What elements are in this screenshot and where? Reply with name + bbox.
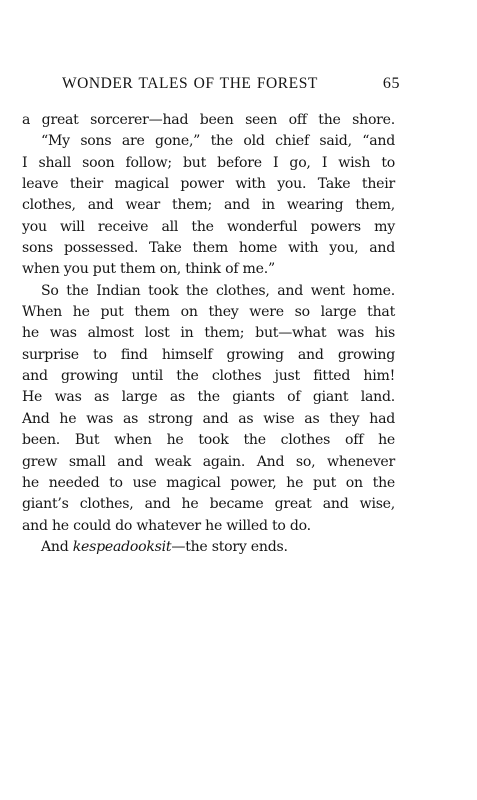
- text-line: grew small and weak again. And so, whenever: [22, 453, 395, 470]
- closing-line-tail: —the story ends.: [171, 538, 288, 555]
- text-line: giant’s clothes, and he became great and wise,: [22, 496, 395, 513]
- text-line: clothes, and wear them; and in wearing them,: [22, 197, 395, 214]
- text-line: and he could do whatever he willed to do.: [22, 517, 311, 534]
- text-line: a great sorcerer—had been seen off the shore.: [22, 112, 395, 128]
- running-head-title: WONDER TALES OF THE FOREST: [62, 75, 318, 92]
- text-line: When he put them on they were so large that: [22, 304, 395, 321]
- text-line: you will receive all the wonderful powers my: [22, 218, 395, 235]
- text-line: And he was as strong and as wise as they had: [22, 410, 395, 427]
- text-line: surprise to find himself growing and growing: [22, 346, 395, 363]
- text-line: He was as large as the giants of giant land.: [22, 389, 395, 406]
- text-line: sons possessed. Take them home with you, and: [22, 240, 395, 257]
- text-line: “My sons are gone,” the old chief said, “and: [41, 133, 395, 150]
- closing-line-lead: And: [41, 538, 73, 555]
- text-line: when you put them on, think of me.”: [22, 261, 275, 278]
- text-line: and growing until the clothes just fitted him!: [22, 368, 395, 385]
- body-text: [22, 110, 395, 558]
- closing-line: [22, 537, 395, 558]
- page-number: 65: [382, 75, 400, 92]
- text-line: I shall soon follow; but before I go, I wish to: [22, 154, 395, 171]
- text-line: he needed to use magical power, he put on the: [22, 474, 395, 491]
- text-line: leave their magical power with you. Take their: [22, 176, 395, 193]
- running-head: [62, 74, 400, 94]
- text-line: been. But when he took the clothes off he: [22, 432, 395, 449]
- closing-line-italic-word: kespeadooksit: [72, 538, 172, 555]
- text-line: So the Indian took the clothes, and went home.: [41, 282, 395, 299]
- text-line: he was almost lost in them; but—what was his: [22, 325, 395, 342]
